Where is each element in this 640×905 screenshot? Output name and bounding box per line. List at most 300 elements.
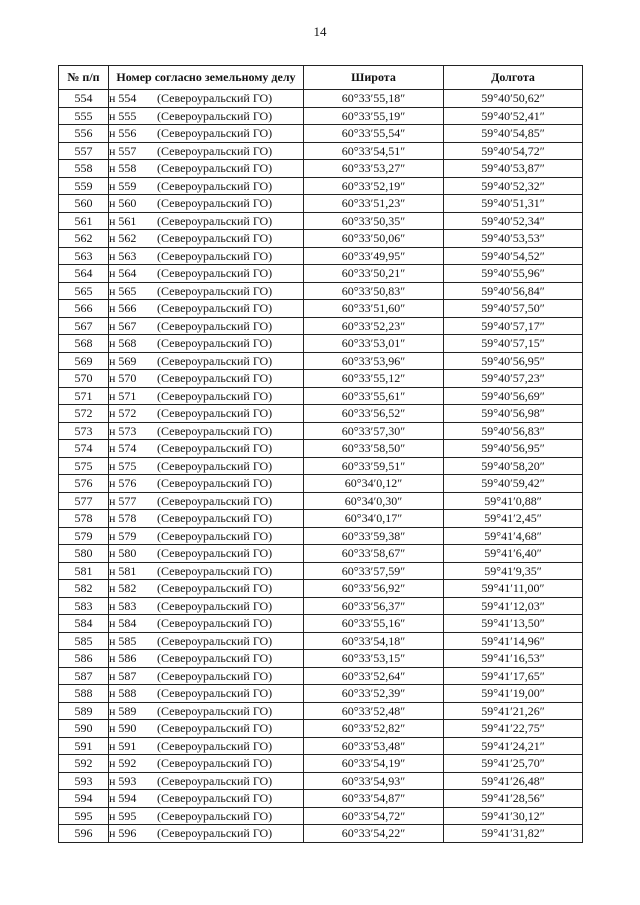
- table-row: [59, 90, 583, 108]
- land-case-number-cell: [109, 107, 304, 125]
- point-code: н 564: [109, 266, 137, 280]
- latitude-cell: 60°33′56,37″: [304, 597, 444, 615]
- point-code: н 555: [109, 108, 137, 123]
- point-code: н 589: [109, 703, 137, 718]
- district-name: (Североуральский ГО): [157, 178, 273, 193]
- land-case-number-cell: [109, 230, 304, 248]
- row-number: 593: [59, 772, 109, 790]
- table-body: [59, 90, 583, 843]
- table-row: [59, 282, 583, 300]
- district-name: (Североуральский ГО): [157, 476, 273, 490]
- district-name: (Североуральский ГО): [157, 511, 273, 525]
- district-name: (Североуральский ГО): [157, 318, 273, 333]
- district-name: (Североуральский ГО): [157, 686, 273, 700]
- latitude-cell: 60°33′52,64″: [304, 667, 444, 685]
- district-name: (Североуральский ГО): [157, 266, 273, 280]
- point-code: н 582: [109, 581, 137, 595]
- longitude-cell: 59°40′54,52″: [444, 247, 583, 265]
- row-number: 566: [59, 300, 109, 318]
- point-code: н 567: [109, 318, 137, 333]
- latitude-cell: 60°33′57,30″: [304, 422, 444, 440]
- longitude-cell: 59°40′54,72″: [444, 142, 583, 160]
- land-case-number-cell: [109, 247, 304, 265]
- header-land-case-number: Номер согласно земельному делу: [109, 66, 304, 90]
- latitude-cell: 60°33′53,48″: [304, 737, 444, 755]
- row-number: 581: [59, 562, 109, 580]
- row-number: 587: [59, 667, 109, 685]
- longitude-cell: 59°41′30,12″: [444, 807, 583, 825]
- table-row: [59, 300, 583, 318]
- point-code: н 556: [109, 126, 137, 140]
- table-row: [59, 597, 583, 615]
- longitude-cell: 59°40′54,85″: [444, 125, 583, 143]
- row-number: 560: [59, 195, 109, 213]
- row-number: 579: [59, 527, 109, 545]
- land-case-number-cell: [109, 300, 304, 318]
- table-row: [59, 632, 583, 650]
- longitude-cell: 59°40′57,23″: [444, 370, 583, 388]
- table-row: [59, 440, 583, 458]
- row-number: 588: [59, 685, 109, 703]
- row-number: 590: [59, 720, 109, 738]
- table-row: [59, 177, 583, 195]
- latitude-cell: 60°33′54,18″: [304, 632, 444, 650]
- point-code: н 576: [109, 476, 137, 490]
- district-name: (Североуральский ГО): [157, 248, 273, 263]
- point-code: н 571: [109, 388, 137, 403]
- latitude-cell: 60°33′59,38″: [304, 527, 444, 545]
- district-name: (Североуральский ГО): [157, 826, 273, 840]
- row-number: 564: [59, 265, 109, 283]
- point-code: н 592: [109, 756, 137, 770]
- table-row: [59, 755, 583, 773]
- point-code: н 569: [109, 353, 137, 368]
- latitude-cell: 60°33′54,93″: [304, 772, 444, 790]
- latitude-cell: 60°33′57,59″: [304, 562, 444, 580]
- table-row: [59, 510, 583, 528]
- point-code: н 558: [109, 161, 137, 175]
- land-case-number-cell: [109, 580, 304, 598]
- district-name: (Североуральский ГО): [157, 441, 273, 455]
- land-case-number-cell: [109, 772, 304, 790]
- longitude-cell: 59°40′56,98″: [444, 405, 583, 423]
- district-name: (Североуральский ГО): [157, 721, 273, 735]
- district-name: (Североуральский ГО): [157, 423, 273, 438]
- point-code: н 586: [109, 651, 137, 665]
- header-row: [59, 66, 583, 90]
- latitude-cell: 60°33′58,50″: [304, 440, 444, 458]
- land-case-number-cell: [109, 335, 304, 353]
- district-name: (Североуральский ГО): [157, 633, 273, 648]
- longitude-cell: 59°40′50,62″: [444, 90, 583, 108]
- land-case-number-cell: [109, 632, 304, 650]
- point-code: н 580: [109, 546, 137, 560]
- land-case-number-cell: [109, 667, 304, 685]
- longitude-cell: 59°41′16,53″: [444, 650, 583, 668]
- point-code: н 596: [109, 826, 137, 840]
- table-row: [59, 790, 583, 808]
- land-case-number-cell: [109, 720, 304, 738]
- district-name: (Североуральский ГО): [157, 773, 273, 788]
- land-case-number-cell: [109, 142, 304, 160]
- district-name: (Североуральский ГО): [157, 196, 273, 210]
- longitude-cell: 59°41′11,00″: [444, 580, 583, 598]
- district-name: (Североуральский ГО): [157, 126, 273, 140]
- longitude-cell: 59°41′28,56″: [444, 790, 583, 808]
- land-case-number-cell: [109, 405, 304, 423]
- longitude-cell: 59°40′56,84″: [444, 282, 583, 300]
- latitude-cell: 60°33′53,27″: [304, 160, 444, 178]
- point-code: н 575: [109, 458, 137, 473]
- point-code: н 570: [109, 371, 137, 385]
- row-number: 576: [59, 475, 109, 493]
- header-latitude: Широта: [304, 66, 444, 90]
- longitude-cell: 59°41′2,45″: [444, 510, 583, 528]
- latitude-cell: 60°33′50,21″: [304, 265, 444, 283]
- district-name: (Североуральский ГО): [157, 388, 273, 403]
- table-row: [59, 370, 583, 388]
- district-name: (Североуральский ГО): [157, 756, 273, 770]
- row-number: 563: [59, 247, 109, 265]
- row-number: 569: [59, 352, 109, 370]
- longitude-cell: 59°40′52,41″: [444, 107, 583, 125]
- land-case-number-cell: [109, 825, 304, 843]
- district-name: (Североуральский ГО): [157, 546, 273, 560]
- table-row: [59, 247, 583, 265]
- land-case-number-cell: [109, 737, 304, 755]
- row-number: 570: [59, 370, 109, 388]
- land-case-number-cell: [109, 195, 304, 213]
- point-code: н 566: [109, 301, 137, 315]
- district-name: (Североуральский ГО): [157, 581, 273, 595]
- district-name: (Североуральский ГО): [157, 668, 273, 683]
- point-code: н 594: [109, 791, 137, 805]
- latitude-cell: 60°33′54,51″: [304, 142, 444, 160]
- district-name: (Североуральский ГО): [157, 563, 273, 578]
- row-number: 584: [59, 615, 109, 633]
- point-code: н 585: [109, 633, 137, 648]
- longitude-cell: 59°40′57,15″: [444, 335, 583, 353]
- longitude-cell: 59°40′52,32″: [444, 177, 583, 195]
- row-number: 554: [59, 90, 109, 108]
- table-row: [59, 580, 583, 598]
- table-row: [59, 562, 583, 580]
- point-code: н 565: [109, 283, 137, 298]
- row-number: 589: [59, 702, 109, 720]
- land-case-number-cell: [109, 492, 304, 510]
- table-row: [59, 230, 583, 248]
- row-number: 577: [59, 492, 109, 510]
- latitude-cell: 60°33′52,23″: [304, 317, 444, 335]
- land-case-number-cell: [109, 160, 304, 178]
- row-number: 561: [59, 212, 109, 230]
- row-number: 568: [59, 335, 109, 353]
- table-row: [59, 807, 583, 825]
- point-code: н 581: [109, 563, 137, 578]
- land-case-number-cell: [109, 387, 304, 405]
- latitude-cell: 60°33′53,01″: [304, 335, 444, 353]
- district-name: (Североуральский ГО): [157, 283, 273, 298]
- point-code: н 560: [109, 196, 137, 210]
- land-case-number-cell: [109, 545, 304, 563]
- longitude-cell: 59°40′53,53″: [444, 230, 583, 248]
- row-number: 573: [59, 422, 109, 440]
- longitude-cell: 59°40′53,87″: [444, 160, 583, 178]
- table-row: [59, 160, 583, 178]
- longitude-cell: 59°41′19,00″: [444, 685, 583, 703]
- table-row: [59, 195, 583, 213]
- district-name: (Североуральский ГО): [157, 143, 273, 158]
- longitude-cell: 59°40′57,17″: [444, 317, 583, 335]
- point-code: н 574: [109, 441, 137, 455]
- table-row: [59, 125, 583, 143]
- row-number: 586: [59, 650, 109, 668]
- point-code: н 593: [109, 773, 137, 788]
- longitude-cell: 59°41′21,26″: [444, 702, 583, 720]
- table-row: [59, 720, 583, 738]
- longitude-cell: 59°40′59,42″: [444, 475, 583, 493]
- land-case-number-cell: [109, 317, 304, 335]
- latitude-cell: 60°34′0,12″: [304, 475, 444, 493]
- longitude-cell: 59°41′31,82″: [444, 825, 583, 843]
- district-name: (Североуральский ГО): [157, 598, 273, 613]
- longitude-cell: 59°41′14,96″: [444, 632, 583, 650]
- row-number: 591: [59, 737, 109, 755]
- latitude-cell: 60°34′0,30″: [304, 492, 444, 510]
- row-number: 585: [59, 632, 109, 650]
- land-case-number-cell: [109, 265, 304, 283]
- table-row: [59, 492, 583, 510]
- latitude-cell: 60°33′52,39″: [304, 685, 444, 703]
- longitude-cell: 59°40′55,96″: [444, 265, 583, 283]
- district-name: (Североуральский ГО): [157, 791, 273, 805]
- latitude-cell: 60°33′56,52″: [304, 405, 444, 423]
- point-code: н 587: [109, 668, 137, 683]
- table-row: [59, 265, 583, 283]
- latitude-cell: 60°33′55,18″: [304, 90, 444, 108]
- header-longitude: Долгота: [444, 66, 583, 90]
- latitude-cell: 60°33′55,12″: [304, 370, 444, 388]
- land-case-number-cell: [109, 457, 304, 475]
- point-code: н 572: [109, 406, 137, 420]
- table-row: [59, 667, 583, 685]
- point-code: н 595: [109, 808, 137, 823]
- latitude-cell: 60°33′49,95″: [304, 247, 444, 265]
- land-case-number-cell: [109, 352, 304, 370]
- table-row: [59, 422, 583, 440]
- district-name: (Североуральский ГО): [157, 703, 273, 718]
- latitude-cell: 60°33′58,67″: [304, 545, 444, 563]
- table-row: [59, 457, 583, 475]
- point-code: н 579: [109, 528, 137, 543]
- latitude-cell: 60°33′55,16″: [304, 615, 444, 633]
- land-case-number-cell: [109, 755, 304, 773]
- latitude-cell: 60°34′0,17″: [304, 510, 444, 528]
- latitude-cell: 60°33′54,22″: [304, 825, 444, 843]
- row-number: 557: [59, 142, 109, 160]
- table-row: [59, 650, 583, 668]
- longitude-cell: 59°41′6,40″: [444, 545, 583, 563]
- row-number: 556: [59, 125, 109, 143]
- point-code: н 573: [109, 423, 137, 438]
- land-case-number-cell: [109, 475, 304, 493]
- latitude-cell: 60°33′51,23″: [304, 195, 444, 213]
- district-name: (Североуральский ГО): [157, 161, 273, 175]
- latitude-cell: 60°33′50,35″: [304, 212, 444, 230]
- district-name: (Североуральский ГО): [157, 808, 273, 823]
- point-code: н 577: [109, 493, 137, 508]
- table-row: [59, 142, 583, 160]
- latitude-cell: 60°33′54,19″: [304, 755, 444, 773]
- table-row: [59, 527, 583, 545]
- longitude-cell: 59°41′0,88″: [444, 492, 583, 510]
- latitude-cell: 60°33′55,19″: [304, 107, 444, 125]
- latitude-cell: 60°33′54,72″: [304, 807, 444, 825]
- row-number: 555: [59, 107, 109, 125]
- land-case-number-cell: [109, 422, 304, 440]
- longitude-cell: 59°40′57,50″: [444, 300, 583, 318]
- land-case-number-cell: [109, 212, 304, 230]
- row-number: 574: [59, 440, 109, 458]
- district-name: (Североуральский ГО): [157, 458, 273, 473]
- longitude-cell: 59°40′51,31″: [444, 195, 583, 213]
- row-number: 559: [59, 177, 109, 195]
- district-name: (Североуральский ГО): [157, 108, 273, 123]
- district-name: (Североуральский ГО): [157, 231, 273, 245]
- land-case-number-cell: [109, 702, 304, 720]
- land-case-number-cell: [109, 510, 304, 528]
- land-case-number-cell: [109, 370, 304, 388]
- longitude-cell: 59°40′58,20″: [444, 457, 583, 475]
- point-code: н 568: [109, 336, 137, 350]
- table-row: [59, 317, 583, 335]
- row-number: 594: [59, 790, 109, 808]
- row-number: 567: [59, 317, 109, 335]
- district-name: (Североуральский ГО): [157, 336, 273, 350]
- table-row: [59, 352, 583, 370]
- longitude-cell: 59°41′9,35″: [444, 562, 583, 580]
- table-row: [59, 475, 583, 493]
- longitude-cell: 59°41′22,75″: [444, 720, 583, 738]
- latitude-cell: 60°33′52,19″: [304, 177, 444, 195]
- land-case-number-cell: [109, 597, 304, 615]
- longitude-cell: 59°40′52,34″: [444, 212, 583, 230]
- longitude-cell: 59°41′26,48″: [444, 772, 583, 790]
- land-case-number-cell: [109, 650, 304, 668]
- longitude-cell: 59°40′56,95″: [444, 352, 583, 370]
- land-case-number-cell: [109, 562, 304, 580]
- row-number: 595: [59, 807, 109, 825]
- latitude-cell: 60°33′52,82″: [304, 720, 444, 738]
- longitude-cell: 59°40′56,95″: [444, 440, 583, 458]
- table-row: [59, 387, 583, 405]
- point-code: н 588: [109, 686, 137, 700]
- table-row: [59, 405, 583, 423]
- table-row: [59, 825, 583, 843]
- land-case-number-cell: [109, 177, 304, 195]
- longitude-cell: 59°41′13,50″: [444, 615, 583, 633]
- district-name: (Североуральский ГО): [157, 406, 273, 420]
- table-row: [59, 107, 583, 125]
- table-row: [59, 212, 583, 230]
- district-name: (Североуральский ГО): [157, 528, 273, 543]
- row-number: 592: [59, 755, 109, 773]
- point-code: н 583: [109, 598, 137, 613]
- latitude-cell: 60°33′54,87″: [304, 790, 444, 808]
- row-number: 558: [59, 160, 109, 178]
- latitude-cell: 60°33′50,06″: [304, 230, 444, 248]
- table-row: [59, 615, 583, 633]
- latitude-cell: 60°33′50,83″: [304, 282, 444, 300]
- point-code: н 591: [109, 738, 137, 753]
- row-number: 562: [59, 230, 109, 248]
- point-code: н 584: [109, 616, 137, 630]
- point-code: н 554: [109, 91, 137, 105]
- land-case-number-cell: [109, 790, 304, 808]
- row-number: 565: [59, 282, 109, 300]
- district-name: (Североуральский ГО): [157, 616, 273, 630]
- point-code: н 562: [109, 231, 137, 245]
- table-header: [59, 66, 583, 90]
- table-row: [59, 545, 583, 563]
- row-number: 580: [59, 545, 109, 563]
- longitude-cell: 59°41′24,21″: [444, 737, 583, 755]
- longitude-cell: 59°41′25,70″: [444, 755, 583, 773]
- district-name: (Североуральский ГО): [157, 353, 273, 368]
- land-case-number-cell: [109, 282, 304, 300]
- land-case-number-cell: [109, 125, 304, 143]
- latitude-cell: 60°33′53,96″: [304, 352, 444, 370]
- table-row: [59, 737, 583, 755]
- coordinates-table: [58, 65, 583, 843]
- longitude-cell: 59°41′12,03″: [444, 597, 583, 615]
- district-name: (Североуральский ГО): [157, 213, 273, 228]
- point-code: н 563: [109, 248, 137, 263]
- header-number: № п/п: [59, 66, 109, 90]
- longitude-cell: 59°40′56,69″: [444, 387, 583, 405]
- page-number: 14: [313, 24, 327, 39]
- point-code: н 578: [109, 511, 137, 525]
- row-number: 571: [59, 387, 109, 405]
- land-case-number-cell: [109, 615, 304, 633]
- row-number: 582: [59, 580, 109, 598]
- district-name: (Североуральский ГО): [157, 738, 273, 753]
- row-number: 575: [59, 457, 109, 475]
- point-code: н 561: [109, 213, 137, 228]
- district-name: (Североуральский ГО): [157, 371, 273, 385]
- longitude-cell: 59°40′56,83″: [444, 422, 583, 440]
- latitude-cell: 60°33′51,60″: [304, 300, 444, 318]
- table-row: [59, 685, 583, 703]
- longitude-cell: 59°41′17,65″: [444, 667, 583, 685]
- row-number: 596: [59, 825, 109, 843]
- land-case-number-cell: [109, 527, 304, 545]
- latitude-cell: 60°33′55,54″: [304, 125, 444, 143]
- district-name: (Североуральский ГО): [157, 651, 273, 665]
- district-name: (Североуральский ГО): [157, 493, 273, 508]
- table-row: [59, 772, 583, 790]
- latitude-cell: 60°33′55,61″: [304, 387, 444, 405]
- land-case-number-cell: [109, 90, 304, 108]
- land-case-number-cell: [109, 685, 304, 703]
- table-row: [59, 335, 583, 353]
- longitude-cell: 59°41′4,68″: [444, 527, 583, 545]
- latitude-cell: 60°33′59,51″: [304, 457, 444, 475]
- point-code: н 557: [109, 143, 137, 158]
- point-code: н 559: [109, 178, 137, 193]
- land-case-number-cell: [109, 807, 304, 825]
- point-code: н 590: [109, 721, 137, 735]
